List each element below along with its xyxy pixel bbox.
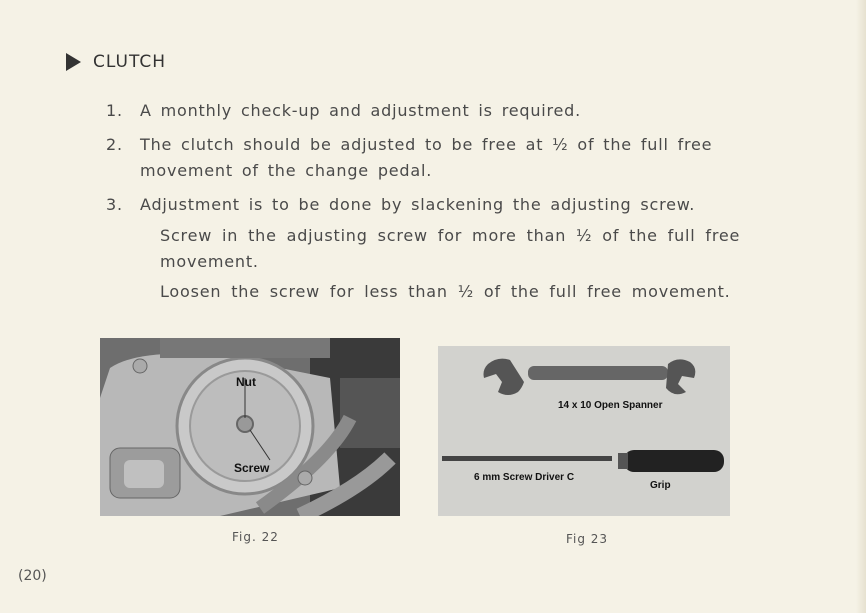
list-item: [106, 98, 806, 124]
item-text: The clutch should be adjusted to be free at ½ of the full free: [140, 135, 713, 154]
triangle-bullet-icon: [66, 53, 81, 71]
page-number: (20): [18, 568, 47, 584]
fig23-screwdriver-label: 6 mm Screw Driver C: [474, 472, 575, 483]
item-text: Adjustment is to be done by slackening the adjusting screw.: [140, 195, 696, 214]
list-item: [106, 132, 806, 184]
fig23-spanner-label: 14 x 10 Open Spanner: [558, 400, 663, 411]
item-text: A monthly check-up and adjustment is required.: [140, 101, 582, 120]
note-line: movement.: [160, 252, 259, 271]
fig22-photo: [100, 338, 400, 516]
note-line: Loosen the screw for less than ½ of the full free movement.: [160, 282, 731, 301]
note-line: Screw in the adjusting screw for more than ½ of the full free: [160, 226, 741, 245]
list-item: [106, 192, 806, 218]
section-title: CLUTCH: [93, 52, 166, 72]
page-edge: [856, 0, 866, 613]
item-text-continued: movement of the change pedal.: [140, 161, 433, 180]
fig23-caption: Fig 23: [566, 532, 609, 546]
fig22-caption: Fig. 22: [232, 530, 279, 544]
item-number: 1.: [106, 101, 123, 120]
fig23-grip-label: Grip: [650, 480, 671, 491]
item-number: 3.: [106, 195, 123, 214]
fig22-screw-label: Screw: [234, 461, 270, 475]
item-number: 2.: [106, 135, 123, 154]
fig23-photo: [438, 346, 730, 516]
section-heading: [66, 52, 166, 72]
fig22-nut-label: Nut: [236, 375, 256, 389]
